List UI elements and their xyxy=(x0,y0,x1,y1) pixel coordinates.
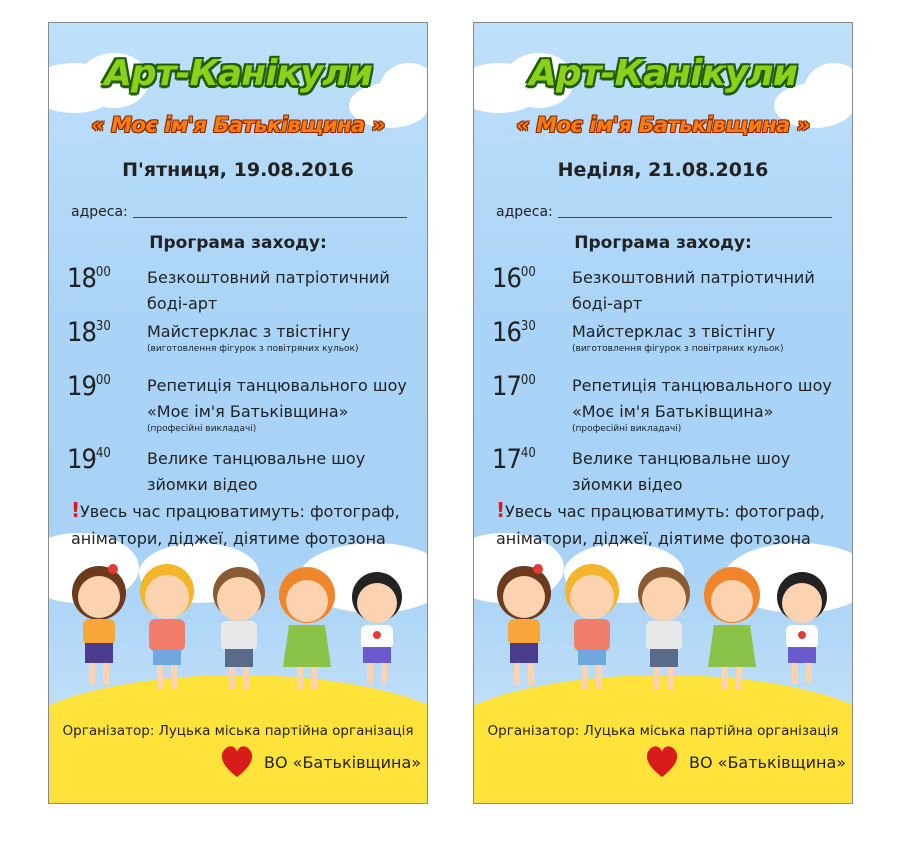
event-date: Неділя, 21.08.2016 xyxy=(557,159,769,181)
flyer-friday xyxy=(48,22,428,804)
flyer-subtitle: « Моє ім'я Батьківщина » xyxy=(516,113,810,137)
schedule-desc: Безкоштовний патріотичний боді-арт xyxy=(572,268,815,313)
flyer-subtitle: « Моє ім'я Батьківщина » xyxy=(91,113,385,137)
notice: !Увесь час працюватимуть: фотограф, аніматори, діджеї, діятиме фотозона xyxy=(71,498,400,548)
party-name: ВО «Батьківщина» xyxy=(264,753,422,772)
schedule-desc: Безкоштовний патріотичний боді-арт xyxy=(147,268,390,313)
program-title: Програма заходу: xyxy=(149,233,327,253)
schedule-item xyxy=(67,317,417,367)
organizer-line: Організатор: Луцька міська партійна організація xyxy=(62,723,414,739)
notice: !Увесь час працюватимуть: фотограф, аніматори, діджеї, діятиме фотозона xyxy=(496,498,825,548)
flyer-sunday xyxy=(473,22,853,804)
schedule-desc: Репетиція танцювального шоу «Моє ім'я Батьківщина» (професійні викладачі) xyxy=(572,376,832,434)
program-title: Програма заходу: xyxy=(574,233,752,253)
schedule-time: $16^{00}$ xyxy=(492,263,536,294)
schedule-item xyxy=(67,444,417,494)
schedule-time: $17^{00}$ xyxy=(492,371,536,402)
schedule-time: $18^{30}$ xyxy=(67,317,111,348)
schedule-desc: Репетиція танцювального шоу «Моє ім'я Батьківщина» (професійні викладачі) xyxy=(147,376,407,434)
heart-logo-icon xyxy=(642,741,682,781)
schedule-item xyxy=(67,371,417,441)
address-label: адреса: xyxy=(71,204,128,220)
schedule-item xyxy=(492,263,842,313)
address-label: адреса: xyxy=(496,204,553,220)
organizer-line: Організатор: Луцька міська партійна організація xyxy=(487,723,839,739)
schedule-time: $18^{00}$ xyxy=(67,263,111,294)
schedule-item xyxy=(492,371,842,441)
children-illustration xyxy=(61,553,415,703)
heart-logo-icon xyxy=(217,741,257,781)
address-blank-line xyxy=(133,217,407,218)
exclamation-icon: ! xyxy=(496,498,506,522)
schedule-desc: Велике танцювальне шоу зйомки відео xyxy=(147,449,366,494)
children-illustration xyxy=(486,553,840,703)
flyer-title: Арт-Канікули xyxy=(104,53,372,94)
schedule-time: $19^{00}$ xyxy=(67,371,111,402)
schedule-item xyxy=(492,317,842,367)
schedule-item xyxy=(492,444,842,494)
schedule-desc: Майстерклас з твістінгу (виготовлення фігурок з повітряних кульок) xyxy=(147,322,359,354)
schedule-time: $16^{30}$ xyxy=(492,317,536,348)
event-date: П'ятниця, 19.08.2016 xyxy=(122,159,354,181)
party-name: ВО «Батьківщина» xyxy=(689,753,847,772)
exclamation-icon: ! xyxy=(71,498,81,522)
schedule-desc: Майстерклас з твістінгу (виготовлення фігурок з повітряних кульок) xyxy=(572,322,784,354)
address-blank-line xyxy=(558,217,832,218)
schedule-time: $17^{40}$ xyxy=(492,444,536,475)
flyer-title: Арт-Канікули xyxy=(529,53,797,94)
schedule-time: $19^{40}$ xyxy=(67,444,111,475)
schedule-item xyxy=(67,263,417,313)
schedule-desc: Велике танцювальне шоу зйомки відео xyxy=(572,449,791,494)
